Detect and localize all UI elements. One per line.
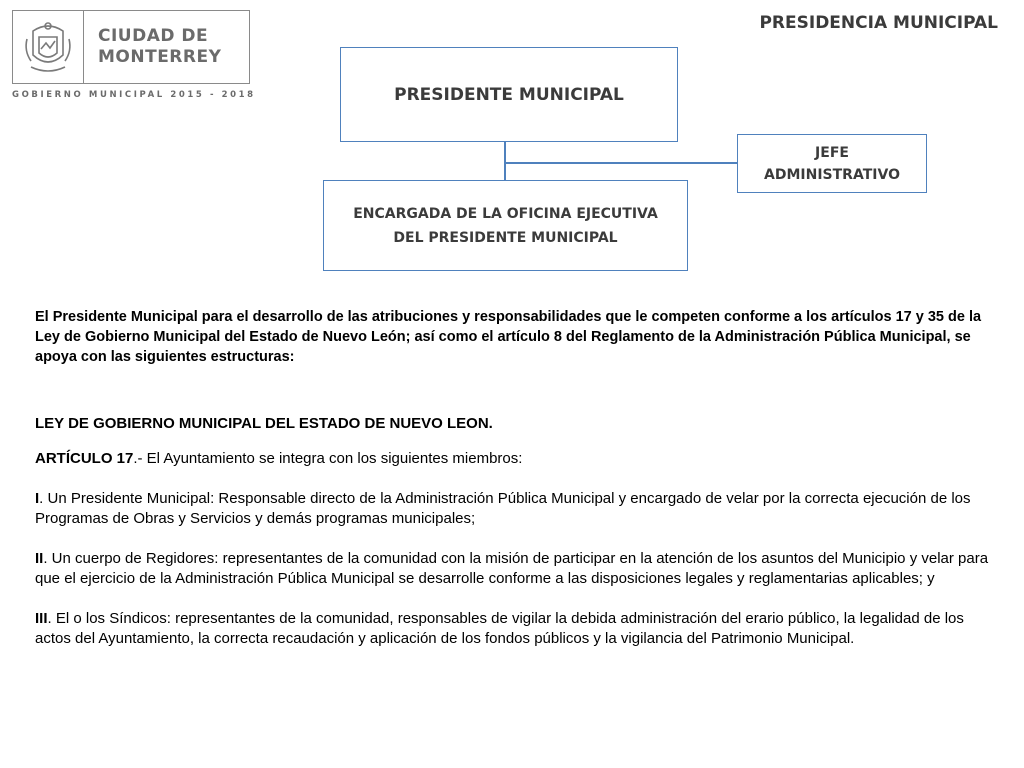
org-box-jefe-administrativo [737,134,927,193]
item-1-text: . Un Presidente Municipal: Responsable directo de la Administración Pública Municipal y encargado de velar por la correcta ejecución de los Programas de Obras y Servicios y demás programas municipales; [35,490,971,527]
article-section [35,449,997,669]
org-box-encargada-line1: ENCARGADA DE LA OFICINA EJECUTIVA [353,205,658,222]
intro-paragraph: El Presidente Municipal para el desarrollo de las atribuciones y responsabilidades que le competen conforme a los artículos 17 y 35 de la Ley de Gobierno Municipal del Estado de Nuevo León; así como el artículo 8 del Reglamento de la Administración Pública Municipal, se apoya con las siguientes estructuras: [35,309,982,365]
org-box-jefe-line1: JEFE [815,144,849,161]
item-3-text: . El o los Síndicos: representantes de la comunidad, responsables de vigilar la debida administración del erario público, la legalidad de los actos del Ayuntamiento, la correcta recaudación y aplicación de los fondos públicos y la vigilancia del Patrimonio Municipal. [35,610,964,647]
logo-subtitle: GOBIERNO MUNICIPAL 2015 - 2018 [12,90,256,100]
article-item-2 [35,549,997,589]
logo-line1: CIUDAD DE [98,26,209,46]
law-title: LEY DE GOBIERNO MUNICIPAL DEL ESTADO DE NUEVO LEON. [35,415,493,432]
logo-wordmark [84,26,249,68]
article-heading [35,449,997,469]
org-box-president-label: PRESIDENTE MUNICIPAL [394,84,624,105]
org-box-jefe-line2: ADMINISTRATIVO [764,166,900,183]
org-box-president [340,47,678,142]
city-logo [12,10,250,84]
item-2-text: . Un cuerpo de Regidores: representantes de la comunidad con la misión de participar en la atención de los asuntos del Municipio y velar para que el ejercicio de la Administración Pública Municipal se desarrolle conforme a las disposiciones legales y reglamentarias aplicables; y [35,550,989,587]
connector-horizontal [504,162,737,164]
item-3-number: III [35,610,48,627]
page-title: PRESIDENCIA MUNICIPAL [759,13,998,33]
article-label: ARTÍCULO 17 [35,450,134,467]
coat-of-arms-icon [13,11,84,83]
item-2-number: II [35,550,44,567]
item-1-number: I [35,490,40,507]
article-item-1 [35,489,997,529]
org-box-encargada-line2: DEL PRESIDENTE MUNICIPAL [393,229,618,246]
logo-line2: MONTERREY [98,47,222,67]
article-item-3 [35,609,997,649]
org-box-encargada [323,180,688,271]
article-text: .- El Ayuntamiento se integra con los siguientes miembros: [133,450,523,467]
